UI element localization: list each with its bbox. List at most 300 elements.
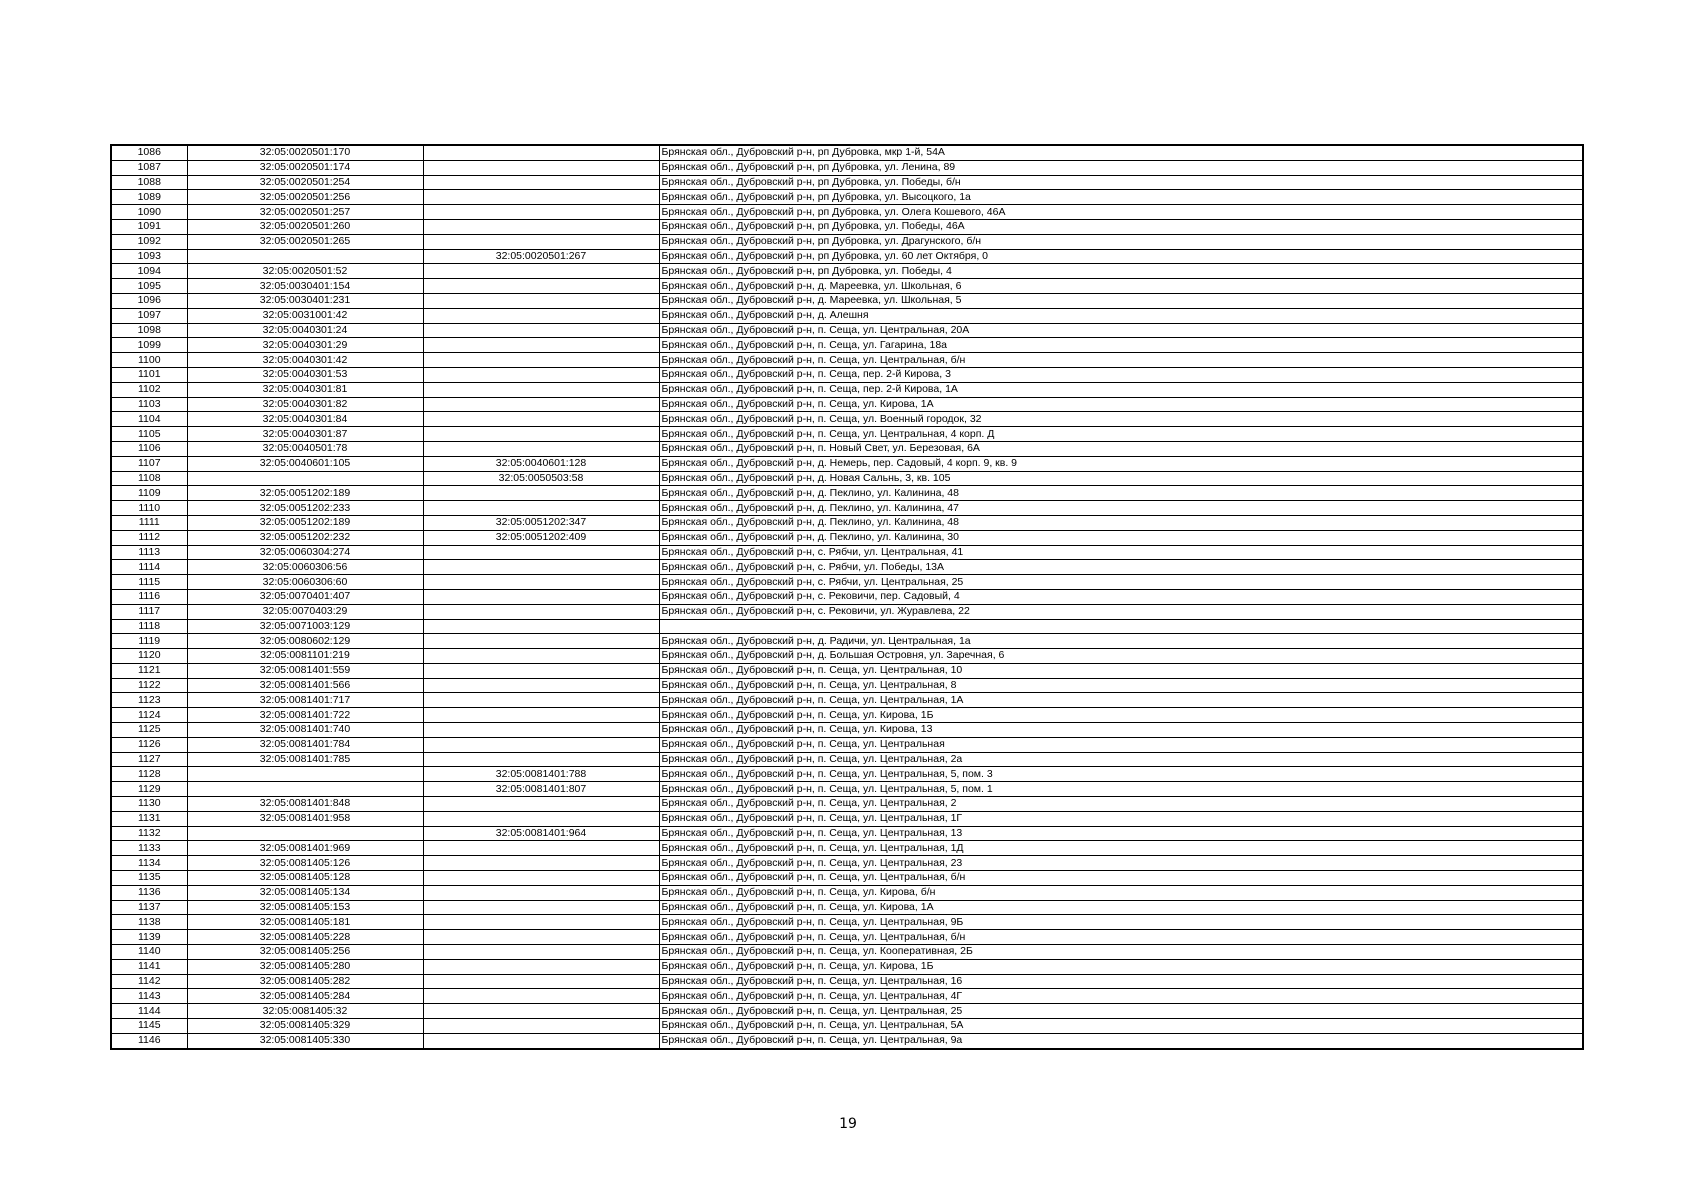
related-cadastral-number-cell [423,264,659,279]
related-cadastral-number-cell [423,989,659,1004]
address-cell: Брянская обл., Дубровский р-н, п. Сеща, ул. Центральная, 2 [659,797,1583,812]
table-row [111,456,1583,471]
related-cadastral-number-cell [423,338,659,353]
table-row [111,841,1583,856]
row-number-cell: 1139 [111,930,187,945]
cadastral-number-cell: 32:05:0081405:181 [187,915,423,930]
related-cadastral-number-cell [423,367,659,382]
table-row [111,634,1583,649]
address-cell: Брянская обл., Дубровский р-н, п. Сеща, ул. Центральная, б/н [659,930,1583,945]
address-cell: Брянская обл., Дубровский р-н, рп Дубровка, ул. Победы, 4 [659,264,1583,279]
table-row [111,589,1583,604]
address-cell: Брянская обл., Дубровский р-н, п. Сеща, ул. Кооперативная, 2Б [659,945,1583,960]
related-cadastral-number-cell [423,397,659,412]
related-cadastral-number-cell [423,841,659,856]
row-number-cell: 1111 [111,515,187,530]
table-row [111,441,1583,456]
cadastral-number-cell: 32:05:0081405:329 [187,1019,423,1034]
cadastral-number-cell: 32:05:0051202:233 [187,501,423,516]
row-number-cell: 1114 [111,560,187,575]
table-row [111,279,1583,294]
address-cell: Брянская обл., Дубровский р-н, п. Сеща, ул. Центральная, 25 [659,1004,1583,1019]
table-row [111,871,1583,886]
related-cadastral-number-cell [423,737,659,752]
table-row [111,412,1583,427]
table-row [111,486,1583,501]
address-cell: Брянская обл., Дубровский р-н, п. Сеща, ул. Центральная [659,737,1583,752]
row-number-cell: 1130 [111,797,187,812]
related-cadastral-number-cell: 32:05:0040601:128 [423,456,659,471]
row-number-cell: 1110 [111,501,187,516]
address-cell: Брянская обл., Дубровский р-н, п. Сеща, ул. Кирова, б/н [659,885,1583,900]
cadastral-number-cell: 32:05:0040501:78 [187,441,423,456]
related-cadastral-number-cell [423,323,659,338]
cadastral-number-cell: 32:05:0031001:42 [187,308,423,323]
row-number-cell: 1127 [111,752,187,767]
row-number-cell: 1131 [111,811,187,826]
table-row [111,1019,1583,1034]
row-number-cell: 1124 [111,708,187,723]
row-number-cell: 1088 [111,175,187,190]
related-cadastral-number-cell [423,693,659,708]
address-cell: Брянская обл., Дубровский р-н, п. Сеща, ул. Центральная, б/н [659,353,1583,368]
cadastral-number-cell: 32:05:0081401:566 [187,678,423,693]
cadastral-number-cell: 32:05:0020501:265 [187,234,423,249]
cadastral-number-cell [187,826,423,841]
related-cadastral-number-cell [423,145,659,160]
cadastral-number-cell: 32:05:0040301:24 [187,323,423,338]
row-number-cell: 1145 [111,1019,187,1034]
related-cadastral-number-cell: 32:05:0050503:58 [423,471,659,486]
address-cell: Брянская обл., Дубровский р-н, рп Дубровка, ул. Олега Кошевого, 46А [659,205,1583,220]
address-cell: Брянская обл., Дубровский р-н, д. Мареевка, ул. Школьная, 6 [659,279,1583,294]
related-cadastral-number-cell [423,915,659,930]
address-cell: Брянская обл., Дубровский р-н, п. Сеща, ул. Кирова, 1Б [659,959,1583,974]
table-row [111,145,1583,160]
address-cell: Брянская обл., Дубровский р-н, п. Сеща, ул. Центральная, 10 [659,663,1583,678]
related-cadastral-number-cell [423,501,659,516]
address-cell: Брянская обл., Дубровский р-н, рп Дубровка, ул. Высоцкого, 1а [659,190,1583,205]
address-cell: Брянская обл., Дубровский р-н, с. Рябчи, ул. Центральная, 41 [659,545,1583,560]
row-number-cell: 1123 [111,693,187,708]
row-number-cell: 1128 [111,767,187,782]
cadastral-number-cell: 32:05:0040301:81 [187,382,423,397]
related-cadastral-number-cell [423,885,659,900]
row-number-cell: 1105 [111,427,187,442]
cadastral-number-cell: 32:05:0040301:87 [187,427,423,442]
related-cadastral-number-cell [423,1019,659,1034]
row-number-cell: 1137 [111,900,187,915]
row-number-cell: 1102 [111,382,187,397]
table-row [111,989,1583,1004]
related-cadastral-number-cell [423,175,659,190]
related-cadastral-number-cell [423,752,659,767]
cadastral-number-cell: 32:05:0081405:126 [187,856,423,871]
cadastral-number-cell: 32:05:0020501:52 [187,264,423,279]
table-row [111,249,1583,264]
related-cadastral-number-cell: 32:05:0051202:409 [423,530,659,545]
row-number-cell: 1133 [111,841,187,856]
address-cell: Брянская обл., Дубровский р-н, рп Дубровка, мкр 1-й, 54А [659,145,1583,160]
table-row [111,382,1583,397]
row-number-cell: 1089 [111,190,187,205]
related-cadastral-number-cell: 32:05:0020501:267 [423,249,659,264]
cadastral-number-cell [187,249,423,264]
cadastral-number-cell: 32:05:0081405:330 [187,1033,423,1048]
row-number-cell: 1097 [111,308,187,323]
row-number-cell: 1140 [111,945,187,960]
row-number-cell: 1107 [111,456,187,471]
related-cadastral-number-cell [423,1033,659,1048]
cadastral-number-cell: 32:05:0070403:29 [187,604,423,619]
row-number-cell: 1134 [111,856,187,871]
table-row [111,915,1583,930]
row-number-cell: 1121 [111,663,187,678]
table-row [111,338,1583,353]
table-row [111,959,1583,974]
cadastral-number-cell [187,767,423,782]
related-cadastral-number-cell [423,663,659,678]
address-cell: Брянская обл., Дубровский р-н, п. Сеща, ул. Центральная, 5, пом. 3 [659,767,1583,782]
related-cadastral-number-cell [423,293,659,308]
row-number-cell: 1112 [111,530,187,545]
address-cell: Брянская обл., Дубровский р-н, рп Дубровка, ул. Ленина, 89 [659,160,1583,175]
table-row [111,560,1583,575]
cadastral-number-cell: 32:05:0081401:969 [187,841,423,856]
cadastral-number-cell: 32:05:0020501:174 [187,160,423,175]
related-cadastral-number-cell [423,797,659,812]
address-cell: Брянская обл., Дубровский р-н, рп Дубровка, ул. Победы, 46А [659,219,1583,234]
related-cadastral-number-cell: 32:05:0051202:347 [423,515,659,530]
cadastral-number-cell: 32:05:0020501:260 [187,219,423,234]
address-cell: Брянская обл., Дубровский р-н, д. Пеклино, ул. Калинина, 48 [659,486,1583,501]
related-cadastral-number-cell [423,279,659,294]
related-cadastral-number-cell [423,205,659,220]
cadastral-number-cell: 32:05:0040301:84 [187,412,423,427]
table-row [111,974,1583,989]
related-cadastral-number-cell [423,634,659,649]
address-cell: Брянская обл., Дубровский р-н, д. Пеклино, ул. Калинина, 47 [659,501,1583,516]
cadastral-table [110,144,1584,1050]
address-cell: Брянская обл., Дубровский р-н, с. Рябчи, ул. Центральная, 25 [659,575,1583,590]
row-number-cell: 1141 [111,959,187,974]
related-cadastral-number-cell: 32:05:0081401:788 [423,767,659,782]
cadastral-number-cell: 32:05:0020501:256 [187,190,423,205]
table-row [111,160,1583,175]
table-row [111,900,1583,915]
related-cadastral-number-cell [423,353,659,368]
cadastral-number-cell: 32:05:0020501:257 [187,205,423,220]
cadastral-number-cell: 32:05:0060304:274 [187,545,423,560]
row-number-cell: 1099 [111,338,187,353]
row-number-cell: 1129 [111,782,187,797]
table-row [111,234,1583,249]
related-cadastral-number-cell [423,190,659,205]
table-row [111,945,1583,960]
address-cell: Брянская обл., Дубровский р-н, п. Сеща, ул. Кирова, 13 [659,723,1583,738]
related-cadastral-number-cell [423,219,659,234]
table-row [111,767,1583,782]
cadastral-number-cell: 32:05:0081405:128 [187,871,423,886]
related-cadastral-number-cell [423,856,659,871]
table-row [111,811,1583,826]
address-cell: Брянская обл., Дубровский р-н, д. Новая Сальнь, 3, кв. 105 [659,471,1583,486]
address-cell: Брянская обл., Дубровский р-н, д. Немерь, пер. Садовый, 4 корп. 9, кв. 9 [659,456,1583,471]
table-row [111,205,1583,220]
address-cell: Брянская обл., Дубровский р-н, п. Сеща, ул. Центральная, 1А [659,693,1583,708]
cadastral-number-cell: 32:05:0060306:60 [187,575,423,590]
related-cadastral-number-cell [423,575,659,590]
address-cell: Брянская обл., Дубровский р-н, п. Сеща, ул. Центральная, 5, пом. 1 [659,782,1583,797]
page-number: 19 [839,1116,857,1132]
cadastral-number-cell: 32:05:0070401:407 [187,589,423,604]
related-cadastral-number-cell [423,382,659,397]
cadastral-number-cell: 32:05:0040301:53 [187,367,423,382]
table-row [111,737,1583,752]
address-cell: Брянская обл., Дубровский р-н, п. Сеща, ул. Центральная, 23 [659,856,1583,871]
table-row [111,367,1583,382]
table-row [111,501,1583,516]
related-cadastral-number-cell [423,723,659,738]
address-cell: Брянская обл., Дубровский р-н, п. Сеща, ул. Центральная, 9Б [659,915,1583,930]
cadastral-number-cell [187,471,423,486]
address-cell: Брянская обл., Дубровский р-н, п. Сеща, ул. Кирова, 1Б [659,708,1583,723]
row-number-cell: 1122 [111,678,187,693]
related-cadastral-number-cell [423,945,659,960]
row-number-cell: 1086 [111,145,187,160]
cadastral-number-cell: 32:05:0030401:231 [187,293,423,308]
table-row [111,856,1583,871]
cadastral-number-cell: 32:05:0080602:129 [187,634,423,649]
row-number-cell: 1116 [111,589,187,604]
address-cell: Брянская обл., Дубровский р-н, п. Сеща, пер. 2-й Кирова, 3 [659,367,1583,382]
table-row [111,219,1583,234]
address-cell: Брянская обл., Дубровский р-н, п. Сеща, ул. Военный городок, 32 [659,412,1583,427]
row-number-cell: 1119 [111,634,187,649]
cadastral-number-cell: 32:05:0081401:784 [187,737,423,752]
row-number-cell: 1101 [111,367,187,382]
related-cadastral-number-cell [423,308,659,323]
address-cell: Брянская обл., Дубровский р-н, с. Рековичи, ул. Журавлева, 22 [659,604,1583,619]
related-cadastral-number-cell [423,678,659,693]
row-number-cell: 1098 [111,323,187,338]
row-number-cell: 1135 [111,871,187,886]
table-row [111,575,1583,590]
related-cadastral-number-cell [423,234,659,249]
table-row [111,649,1583,664]
cadastral-number-cell: 32:05:0081405:134 [187,885,423,900]
related-cadastral-number-cell [423,589,659,604]
cadastral-number-cell: 32:05:0051202:189 [187,486,423,501]
address-cell: Брянская обл., Дубровский р-н, п. Сеща, ул. Центральная, 20А [659,323,1583,338]
row-number-cell: 1094 [111,264,187,279]
address-cell: Брянская обл., Дубровский р-н, д. Пеклино, ул. Калинина, 48 [659,515,1583,530]
related-cadastral-number-cell [423,619,659,634]
row-number-cell: 1117 [111,604,187,619]
address-cell [659,619,1583,634]
related-cadastral-number-cell [423,649,659,664]
table-row [111,397,1583,412]
related-cadastral-number-cell [423,974,659,989]
address-cell: Брянская обл., Дубровский р-н, п. Сеща, ул. Центральная, 13 [659,826,1583,841]
table-row [111,530,1583,545]
table-row [111,708,1583,723]
row-number-cell: 1108 [111,471,187,486]
row-number-cell: 1138 [111,915,187,930]
related-cadastral-number-cell [423,959,659,974]
address-cell: Брянская обл., Дубровский р-н, д. Алешня [659,308,1583,323]
row-number-cell: 1126 [111,737,187,752]
address-cell: Брянская обл., Дубровский р-н, п. Сеща, ул. Центральная, 1Д [659,841,1583,856]
cadastral-number-cell: 32:05:0081401:559 [187,663,423,678]
cadastral-number-cell: 32:05:0081401:740 [187,723,423,738]
cadastral-number-cell: 32:05:0020501:170 [187,145,423,160]
related-cadastral-number-cell [423,545,659,560]
table-row [111,663,1583,678]
cadastral-number-cell: 32:05:0040601:105 [187,456,423,471]
table-row [111,723,1583,738]
row-number-cell: 1106 [111,441,187,456]
address-cell: Брянская обл., Дубровский р-н, п. Сеща, ул. Кирова, 1А [659,397,1583,412]
address-cell: Брянская обл., Дубровский р-н, п. Сеща, пер. 2-й Кирова, 1А [659,382,1583,397]
row-number-cell: 1093 [111,249,187,264]
cadastral-number-cell: 32:05:0081401:958 [187,811,423,826]
table-row [111,930,1583,945]
cadastral-number-cell: 32:05:0081405:256 [187,945,423,960]
cadastral-number-cell: 32:05:0040301:29 [187,338,423,353]
table-row [111,427,1583,442]
table-row [111,175,1583,190]
row-number-cell: 1100 [111,353,187,368]
related-cadastral-number-cell [423,871,659,886]
table-row [111,1004,1583,1019]
row-number-cell: 1096 [111,293,187,308]
table-row [111,782,1583,797]
table-row [111,678,1583,693]
cadastral-number-cell: 32:05:0081401:722 [187,708,423,723]
cadastral-number-cell: 32:05:0081401:848 [187,797,423,812]
table-row [111,293,1583,308]
address-cell: Брянская обл., Дубровский р-н, рп Дубровка, ул. Победы, б/н [659,175,1583,190]
table-body [111,145,1583,1049]
row-number-cell: 1104 [111,412,187,427]
related-cadastral-number-cell: 32:05:0081401:807 [423,782,659,797]
row-number-cell: 1120 [111,649,187,664]
table-row [111,826,1583,841]
address-cell: Брянская обл., Дубровский р-н, д. Мареевка, ул. Школьная, 5 [659,293,1583,308]
related-cadastral-number-cell: 32:05:0081401:964 [423,826,659,841]
address-cell: Брянская обл., Дубровский р-н, п. Сеща, ул. Центральная, 4Г [659,989,1583,1004]
row-number-cell: 1095 [111,279,187,294]
address-cell: Брянская обл., Дубровский р-н, п. Новый Свет, ул. Березовая, 6А [659,441,1583,456]
cadastral-number-cell: 32:05:0081401:785 [187,752,423,767]
table-row [111,752,1583,767]
table-row [111,515,1583,530]
table-row [111,190,1583,205]
row-number-cell: 1115 [111,575,187,590]
cadastral-number-cell: 32:05:0030401:154 [187,279,423,294]
related-cadastral-number-cell [423,1004,659,1019]
row-number-cell: 1113 [111,545,187,560]
cadastral-number-cell [187,782,423,797]
address-cell: Брянская обл., Дубровский р-н, п. Сеща, ул. Центральная, 16 [659,974,1583,989]
row-number-cell: 1136 [111,885,187,900]
address-cell: Брянская обл., Дубровский р-н, с. Рековичи, пер. Садовый, 4 [659,589,1583,604]
row-number-cell: 1142 [111,974,187,989]
related-cadastral-number-cell [423,604,659,619]
related-cadastral-number-cell [423,708,659,723]
table-row [111,604,1583,619]
address-cell: Брянская обл., Дубровский р-н, п. Сеща, ул. Кирова, 1А [659,900,1583,915]
cadastral-number-cell: 32:05:0071003:129 [187,619,423,634]
address-cell: Брянская обл., Дубровский р-н, п. Сеща, ул. Гагарина, 18а [659,338,1583,353]
related-cadastral-number-cell [423,811,659,826]
table-row [111,693,1583,708]
table-row [111,619,1583,634]
cadastral-number-cell: 32:05:0040301:42 [187,353,423,368]
row-number-cell: 1103 [111,397,187,412]
table-row [111,545,1583,560]
cadastral-number-cell: 32:05:0020501:254 [187,175,423,190]
cadastral-number-cell: 32:05:0081401:717 [187,693,423,708]
table-row [111,308,1583,323]
row-number-cell: 1091 [111,219,187,234]
cadastral-number-cell: 32:05:0040301:82 [187,397,423,412]
cadastral-number-cell: 32:05:0081405:228 [187,930,423,945]
related-cadastral-number-cell [423,160,659,175]
cadastral-number-cell: 32:05:0081405:282 [187,974,423,989]
related-cadastral-number-cell [423,560,659,575]
row-number-cell: 1144 [111,1004,187,1019]
cadastral-number-cell: 32:05:0081405:284 [187,989,423,1004]
cadastral-number-cell: 32:05:0051202:189 [187,515,423,530]
cadastral-number-cell: 32:05:0081405:153 [187,900,423,915]
row-number-cell: 1092 [111,234,187,249]
related-cadastral-number-cell [423,930,659,945]
address-cell: Брянская обл., Дубровский р-н, п. Сеща, ул. Центральная, 5А [659,1019,1583,1034]
table-row [111,797,1583,812]
table-row [111,353,1583,368]
row-number-cell: 1109 [111,486,187,501]
related-cadastral-number-cell [423,427,659,442]
row-number-cell: 1132 [111,826,187,841]
table-row [111,264,1583,279]
cadastral-number-cell: 32:05:0060306:56 [187,560,423,575]
cadastral-number-cell: 32:05:0081101:219 [187,649,423,664]
address-cell: Брянская обл., Дубровский р-н, д. Пеклино, ул. Калинина, 30 [659,530,1583,545]
row-number-cell: 1090 [111,205,187,220]
address-cell: Брянская обл., Дубровский р-н, п. Сеща, ул. Центральная, 8 [659,678,1583,693]
address-cell: Брянская обл., Дубровский р-н, п. Сеща, ул. Центральная, 9а [659,1033,1583,1048]
address-cell: Брянская обл., Дубровский р-н, п. Сеща, ул. Центральная, б/н [659,871,1583,886]
row-number-cell: 1146 [111,1033,187,1048]
row-number-cell: 1143 [111,989,187,1004]
table-row [111,471,1583,486]
address-cell: Брянская обл., Дубровский р-н, д. Радичи, ул. Центральная, 1а [659,634,1583,649]
related-cadastral-number-cell [423,412,659,427]
address-cell: Брянская обл., Дубровский р-н, д. Большая Островня, ул. Заречная, 6 [659,649,1583,664]
address-cell: Брянская обл., Дубровский р-н, п. Сеща, ул. Центральная, 4 корп. Д [659,427,1583,442]
related-cadastral-number-cell [423,486,659,501]
address-cell: Брянская обл., Дубровский р-н, п. Сеща, ул. Центральная, 1Г [659,811,1583,826]
cadastral-number-cell: 32:05:0081405:280 [187,959,423,974]
row-number-cell: 1125 [111,723,187,738]
related-cadastral-number-cell [423,900,659,915]
row-number-cell: 1087 [111,160,187,175]
address-cell: Брянская обл., Дубровский р-н, рп Дубровка, ул. Драгунского, б/н [659,234,1583,249]
address-cell: Брянская обл., Дубровский р-н, рп Дубровка, ул. 60 лет Октября, 0 [659,249,1583,264]
table-row [111,1033,1583,1048]
